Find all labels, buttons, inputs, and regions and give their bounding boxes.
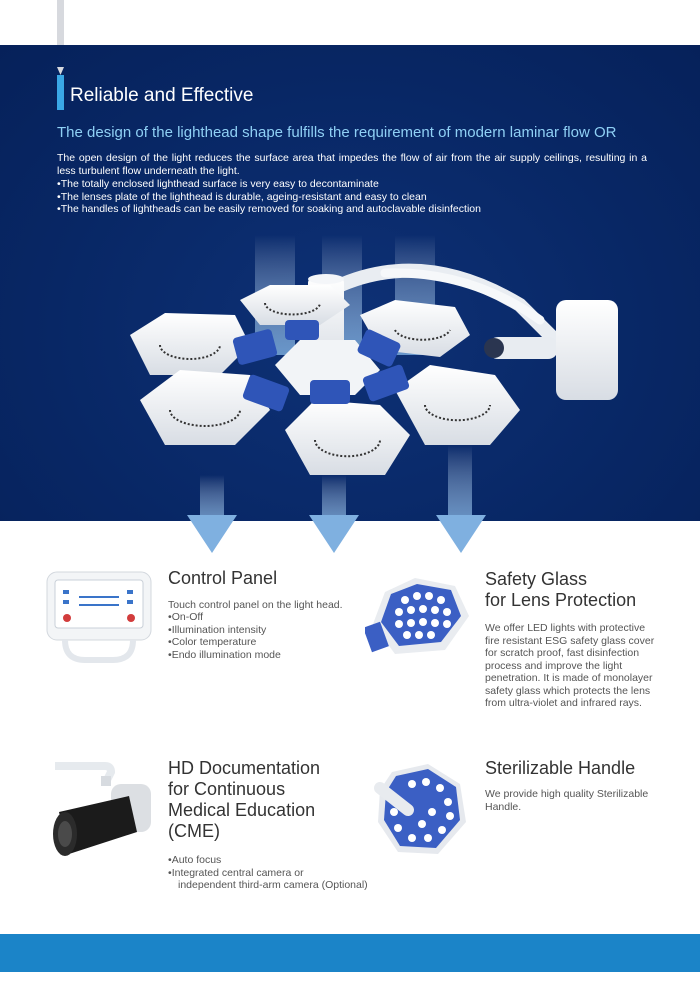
hd-camera-image: [45, 762, 153, 862]
bottom-band: [0, 934, 700, 972]
lens-dot: [443, 620, 451, 628]
airflow-arrowhead: [436, 515, 486, 553]
lens-dot: [438, 826, 446, 834]
feature-item: • On-Off: [168, 611, 281, 624]
airflow-arrowhead: [309, 515, 359, 553]
lens-dot: [443, 608, 451, 616]
sterilizable-handle-title: Sterilizable Handle: [485, 758, 636, 778]
lens-dot: [401, 596, 409, 604]
panel-handle: [65, 640, 133, 660]
safety-glass-text: We offer LED lights with protective fire resistant ESG safety glass cover for scratch proof, fast disinfection process and improve the light penetration. It is made of monolayer safety glass which protects the lens from ultra-violet and infrared rays.: [485, 622, 655, 709]
lens-dot: [428, 808, 436, 816]
lens-dot: [419, 618, 427, 626]
panel-button: [127, 590, 133, 594]
lens-dot: [390, 808, 398, 816]
lens-dot: [419, 605, 427, 613]
panel-button: [63, 590, 69, 594]
lens-dot: [446, 812, 454, 820]
lens-dot: [431, 619, 439, 627]
sterilizable-handle-image: [368, 762, 473, 862]
hero-heading: Reliable and Effective: [70, 85, 254, 106]
lens-dot: [395, 620, 403, 628]
airflow-arrowhead: [187, 515, 237, 553]
lens-dot: [437, 596, 445, 604]
hd-doc-feature-continuation: independent third-arm camera (Optional): [178, 879, 368, 891]
lens-dot: [427, 631, 435, 639]
lens-dot: [413, 592, 421, 600]
lens-dot: [418, 820, 426, 828]
feature-item: • Endo illumination mode: [168, 649, 281, 662]
hd-doc-title-line4: (CME): [168, 821, 220, 841]
panel-button: [63, 600, 69, 604]
panel-indicator-row: [79, 604, 119, 606]
lens-dot: [436, 784, 444, 792]
safety-glass-image: [365, 572, 475, 662]
camera-lens-glass: [58, 821, 72, 847]
control-panel-intro: Touch control panel on the light head.: [168, 599, 343, 611]
hd-doc-title-line3: Medical Education: [168, 800, 316, 820]
hero-bullet: • The handles of lightheads can be easily removed for soaking and autoclavable disinfection: [57, 203, 647, 216]
feature-item: • Auto focus: [168, 854, 304, 867]
hero-bullet: • The lenses plate of the lighthead is durable, ageing-resistant and easy to clean: [57, 191, 647, 204]
lens-dot: [394, 824, 402, 832]
sterilizable-handle-text: We provide high quality Sterilizable Handle.: [485, 788, 649, 813]
panel-power-button: [63, 614, 71, 622]
lens-dot: [431, 606, 439, 614]
lens-dot: [408, 780, 416, 788]
feature-item: • Illumination intensity: [168, 624, 281, 637]
panel-power-button: [127, 614, 135, 622]
lens-dot: [408, 834, 416, 842]
control-panel-features: [168, 611, 281, 661]
lens-dot: [422, 778, 430, 786]
lens-dot: [415, 631, 423, 639]
safety-glass-title-line2: for Lens Protection: [485, 590, 637, 610]
feature-item: • Integrated central camera or: [168, 867, 304, 880]
control-panel-title: Control Panel: [168, 568, 278, 588]
safety-glass-title-line1: Safety Glass: [485, 569, 588, 589]
lens-dot: [425, 592, 433, 600]
lens-dot: [444, 798, 452, 806]
lens-dot: [407, 606, 415, 614]
hd-doc-title-line1: HD Documentation: [168, 758, 321, 778]
panel-button: [127, 600, 133, 604]
hero-bullet: • The totally enclosed lighthead surface is very easy to decontaminate: [57, 178, 647, 191]
control-panel-image: [45, 568, 153, 663]
lens-dot: [424, 834, 432, 842]
lens-dot: [395, 608, 403, 616]
hero-body-text: The open design of the light reduces the surface area that impedes the flow of air from the air supply ceilings, resulting in a less turbulent flow underneath the light.: [57, 152, 647, 177]
panel-indicator-row: [79, 596, 119, 598]
lens-dot: [403, 631, 411, 639]
hd-doc-features: [168, 854, 304, 879]
lens-dot: [407, 619, 415, 627]
camera-arm-joint: [101, 776, 111, 786]
hero-subheading: The design of the lighthead shape fulfills the requirement of modern laminar flow OR: [57, 124, 617, 141]
hd-doc-title-line2: for Continuous: [168, 779, 286, 799]
feature-item: • Color temperature: [168, 636, 281, 649]
